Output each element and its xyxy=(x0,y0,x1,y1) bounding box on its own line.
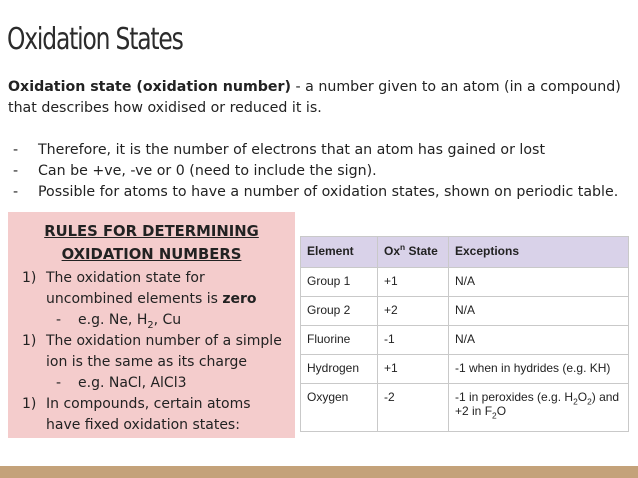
table-row: Group 1 +1 N/A xyxy=(301,268,629,297)
rules-list xyxy=(8,268,295,436)
oxidation-table xyxy=(300,236,629,432)
table-row: Hydrogen +1 -1 when in hydrides (e.g. KH) xyxy=(301,355,629,384)
footer-bar xyxy=(0,466,638,478)
page-title: Oxidation States xyxy=(7,22,183,57)
rules-heading: RULES FOR DETERMINING OXIDATION NUMBERS xyxy=(44,223,259,263)
col-header-element: Element xyxy=(301,237,378,268)
col-header-state: Ox$^n$ State xyxy=(378,237,449,268)
table-row: Group 2 +2 N/A xyxy=(301,297,629,326)
table-header-row xyxy=(301,237,629,268)
rule-example: - e.g. NaCl, AlCl3 xyxy=(56,375,187,391)
table-row: Oxygen -2 -1 in peroxides (e.g. $H_2O_2$) and +2 in $F_2O$ xyxy=(301,384,629,432)
bullet-list xyxy=(8,140,630,203)
rule-item: 1) In compounds, certain atoms have fixed oxidation states: xyxy=(22,396,251,433)
intro-definition: - a number given to an atom (in a compound) that describes how oxidised or reduced it is. xyxy=(8,79,621,116)
rule-example: - e.g. Ne, $H_2$, Cu xyxy=(56,312,182,331)
bullet-item: - Possible for atoms to have a number of oxidation states, shown on periodic table. xyxy=(13,184,619,200)
bullet-item: - Can be +ve, -ve or 0 (need to include the sign). xyxy=(13,163,377,179)
rule-item: 1) The oxidation number of a simple ion is the same as its charge - e.g. NaCl, AlCl3 xyxy=(8,331,295,394)
rule-item: 1) The oxidation state for uncombined elements is zero - e.g. Ne, $H_2$, Cu xyxy=(8,268,295,331)
table-row: Fluorine -1 N/A xyxy=(301,326,629,355)
intro-term: Oxidation state (oxidation number) xyxy=(8,79,292,95)
intro-paragraph xyxy=(8,77,630,119)
bullet-item: - Therefore, it is the number of electrons that an atom has gained or lost xyxy=(13,142,546,158)
rules-box xyxy=(8,212,295,438)
col-header-exceptions: Exceptions xyxy=(449,237,629,268)
